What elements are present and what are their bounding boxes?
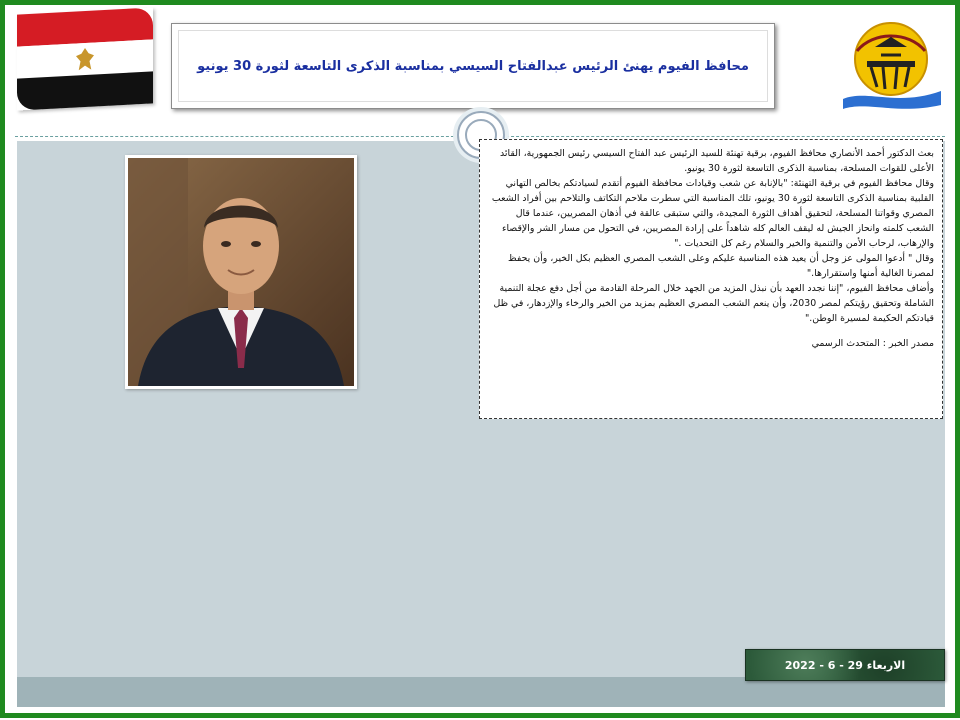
president-photo bbox=[125, 155, 357, 389]
bottom-band bbox=[17, 677, 945, 707]
date-badge bbox=[745, 649, 945, 681]
article-paragraph: بعث الدكتور أحمد الأنصاري محافظ الفيوم، برقية تهنئة للسيد الرئيس عبد الفتاح السيسي رئيس الجمهورية، القائد الأعلى للقوات المسلحة، بمناسبة الذكرى التاسعة لثورة 30 يونيو. bbox=[500, 148, 934, 174]
page-title: محافظ الفيوم يهنئ الرئيس عبدالفتاح السيسي بمناسبة الذكرى التاسعة لثورة 30 يونيو bbox=[197, 58, 749, 74]
egypt-flag-icon bbox=[17, 7, 153, 110]
article-source: مصدر الخبر : المتحدث الرسمي bbox=[811, 338, 934, 349]
eagle-icon bbox=[76, 48, 94, 71]
article-paragraph: وأضاف محافظ الفيوم، "إننا نجدد العهد بأن نبذل المزيد من الجهد خلال المرحلة القادمة من أجل دفع عجلة التنمية الشاملة وتحقيق رؤيتكم لمصر 2030، وأن ينعم الشعب المصري العظيم بمزيد من الخير والرخاء والإزدهار، في ظل قيادتكم الحكيمة لمسيرة الوطن." bbox=[493, 283, 934, 324]
fayoum-governorate-logo-icon bbox=[837, 11, 945, 111]
title-box bbox=[171, 23, 775, 109]
date-text: الاربعاء 29 - 6 - 2022 bbox=[784, 658, 906, 672]
article-paragraph: وقال " أدعوا المولى عز وجل أن يعيد هذه المناسبة عليكم وعلى الشعب المصري العظيم بكل الخير، وأن يحفظ لمصرنا الغالية أمنها واستقرارها." bbox=[507, 253, 934, 279]
article-box bbox=[479, 139, 943, 419]
article-paragraph: وقال محافظ الفيوم في برقية التهنئة: "بالإنابة عن شعب وقيادات محافظة الفيوم أتقدم لسيادتكم بخالص التهاني القلبية بمناسبة الذكرى التاسعة لثورة 30 يونيو، تلك المناسبة التي سطرت ملاحم التكاتف والتلاحم بين أفراد الشعب المصري وقواتنا المسلحة، لتحقيق أهداف الثورة المجيدة، والتي ستبقى عالقة في أذهان المصريين، عندما قال الشعب كلمته وانحاز الجيش له ليقف العالم كله شاهداً على إرادة المصريين، في التحول من مسار الشر والإقصاء والإرهاب، لرحاب الأمن والتنمية والخير والسلام رغم كل التحديات ." bbox=[491, 178, 934, 249]
